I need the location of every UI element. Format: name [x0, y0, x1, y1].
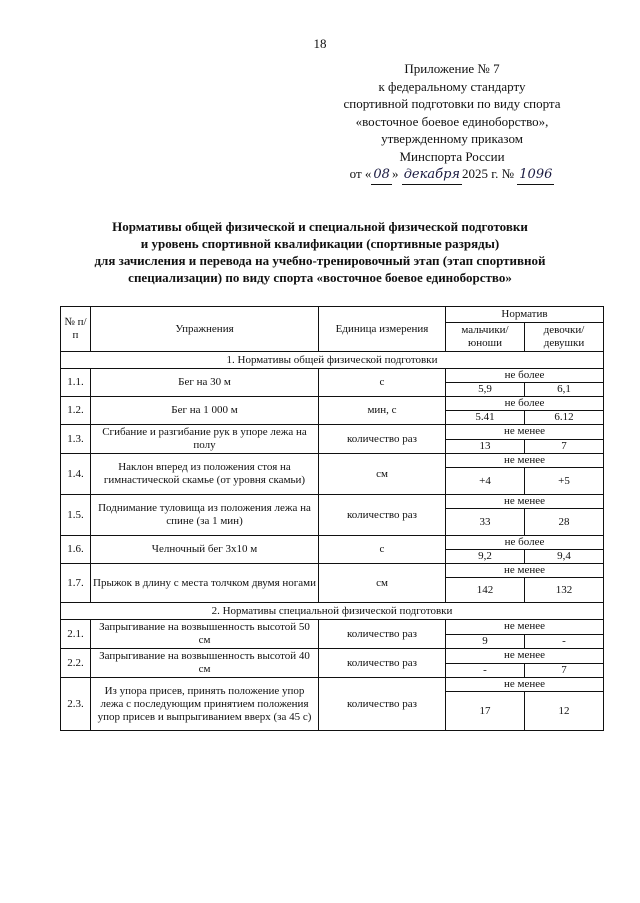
boys-value: 5.41 — [446, 411, 525, 425]
table-row — [61, 425, 604, 440]
table-row — [61, 369, 604, 383]
header-unit: Единица измерения — [319, 307, 446, 352]
boys-value: 9 — [446, 634, 525, 649]
appendix-line: к федеральному стандарту — [378, 78, 526, 94]
header-girls: девочки/ девушки — [525, 323, 604, 352]
title-line: для зачисления и перевода на учебно-тренировочный этап (этап спортивной — [94, 253, 546, 268]
row-number: 2.2. — [61, 649, 91, 678]
appendix-line: Минспорта России — [399, 148, 505, 164]
girls-value: 9,4 — [525, 550, 604, 564]
date-mid: » — [391, 166, 399, 181]
row-number: 2.1. — [61, 620, 91, 649]
condition-cell: не менее — [446, 425, 604, 440]
document-title — [0, 218, 640, 286]
condition-cell: не менее — [446, 454, 604, 468]
girls-value: 6.12 — [525, 411, 604, 425]
exercise-name: Запрыгивание на возвышенность высотой 40 см — [91, 649, 319, 678]
condition-cell: не более — [446, 536, 604, 550]
date-year: 2025 г. № — [462, 166, 515, 181]
condition-cell: не менее — [446, 495, 604, 509]
exercise-name: Из упора присев, принять положение упор лежа с последующим принятием положения упор присев и выпрыгиванием вверх (за 45 с) — [91, 678, 319, 731]
exercise-name: Бег на 30 м — [91, 369, 319, 397]
row-number: 1.2. — [61, 397, 91, 425]
table-row — [61, 620, 604, 635]
exercise-name: Бег на 1 000 м — [91, 397, 319, 425]
girls-value: 12 — [525, 692, 604, 731]
exercise-name: Челночный бег 3х10 м — [91, 536, 319, 564]
unit-cell: см — [319, 564, 446, 603]
table-row — [61, 649, 604, 664]
boys-value: 142 — [446, 578, 525, 603]
row-number: 1.7. — [61, 564, 91, 603]
header-norm: Норматив — [446, 307, 604, 323]
header-boys: мальчики/ юноши — [446, 323, 525, 352]
title-line: и уровень спортивной квалификации (спортивные разряды) — [140, 236, 500, 251]
section-row — [61, 603, 604, 620]
appendix-line: спортивной подготовки по виду спорта — [343, 96, 561, 111]
header-num: № п/п — [61, 307, 91, 352]
boys-value: - — [446, 663, 525, 678]
table-row — [61, 536, 604, 550]
row-number: 1.4. — [61, 454, 91, 495]
unit-cell: см — [319, 454, 446, 495]
row-number: 1.3. — [61, 425, 91, 454]
appendix-line: утвержденному приказом — [381, 131, 523, 146]
handwritten-month: декабря — [402, 166, 462, 185]
girls-value: 6,1 — [525, 383, 604, 397]
order-date-line — [322, 165, 582, 185]
unit-cell: с — [319, 536, 446, 564]
girls-value: +5 — [525, 468, 604, 495]
boys-value: 9,2 — [446, 550, 525, 564]
boys-value: +4 — [446, 468, 525, 495]
exercise-name: Наклон вперед из положения стоя на гимнастической скамье (от уровня скамьи) — [91, 454, 319, 495]
table-row — [61, 397, 604, 411]
girls-value: 7 — [525, 663, 604, 678]
appendix-header — [322, 60, 582, 185]
boys-value: 5,9 — [446, 383, 525, 397]
unit-cell: количество раз — [319, 620, 446, 649]
condition-cell: не менее — [446, 564, 604, 578]
condition-cell: не менее — [446, 678, 604, 692]
girls-value: 28 — [525, 509, 604, 536]
section-title: 2. Нормативы специальной физической подготовки — [61, 603, 604, 620]
condition-cell: не менее — [446, 620, 604, 635]
condition-cell: не менее — [446, 649, 604, 664]
row-number: 1.1. — [61, 369, 91, 397]
norms-table — [60, 306, 604, 731]
unit-cell: количество раз — [319, 425, 446, 454]
title-line: специализации) по виду спорта «восточное боевое единоборство» — [128, 270, 512, 285]
date-prefix: от « — [349, 166, 372, 181]
unit-cell: с — [319, 369, 446, 397]
table-row — [61, 564, 604, 578]
header-exercise: Упражнения — [91, 307, 319, 352]
row-number: 1.5. — [61, 495, 91, 536]
title-line: Нормативы общей физической и специальной физической подготовки — [112, 219, 528, 234]
condition-cell: не более — [446, 397, 604, 411]
handwritten-day: 08 — [371, 166, 392, 185]
exercise-name: Запрыгивание на возвышенность высотой 50 см — [91, 620, 319, 649]
boys-value: 13 — [446, 439, 525, 454]
row-number: 2.3. — [61, 678, 91, 731]
section-title: 1. Нормативы общей физической подготовки — [61, 352, 604, 369]
girls-value: - — [525, 634, 604, 649]
exercise-name: Прыжок в длину с места толчком двумя ногами — [91, 564, 319, 603]
girls-value: 7 — [525, 439, 604, 454]
table-row — [61, 454, 604, 468]
table-row — [61, 678, 604, 692]
exercise-name: Сгибание и разгибание рук в упоре лежа на полу — [91, 425, 319, 454]
unit-cell: мин, с — [319, 397, 446, 425]
appendix-line: Приложение № 7 — [404, 61, 500, 76]
unit-cell: количество раз — [319, 678, 446, 731]
condition-cell: не более — [446, 369, 604, 383]
row-number: 1.6. — [61, 536, 91, 564]
unit-cell: количество раз — [319, 495, 446, 536]
table-row — [61, 495, 604, 509]
page-number: 18 — [313, 36, 327, 51]
section-row — [61, 352, 604, 369]
exercise-name: Поднимание туловища из положения лежа на спине (за 1 мин) — [91, 495, 319, 536]
boys-value: 33 — [446, 509, 525, 536]
handwritten-order-number: 1096 — [517, 166, 554, 185]
appendix-line: «восточное боевое единоборство», — [355, 113, 549, 129]
girls-value: 132 — [525, 578, 604, 603]
unit-cell: количество раз — [319, 649, 446, 678]
boys-value: 17 — [446, 692, 525, 731]
